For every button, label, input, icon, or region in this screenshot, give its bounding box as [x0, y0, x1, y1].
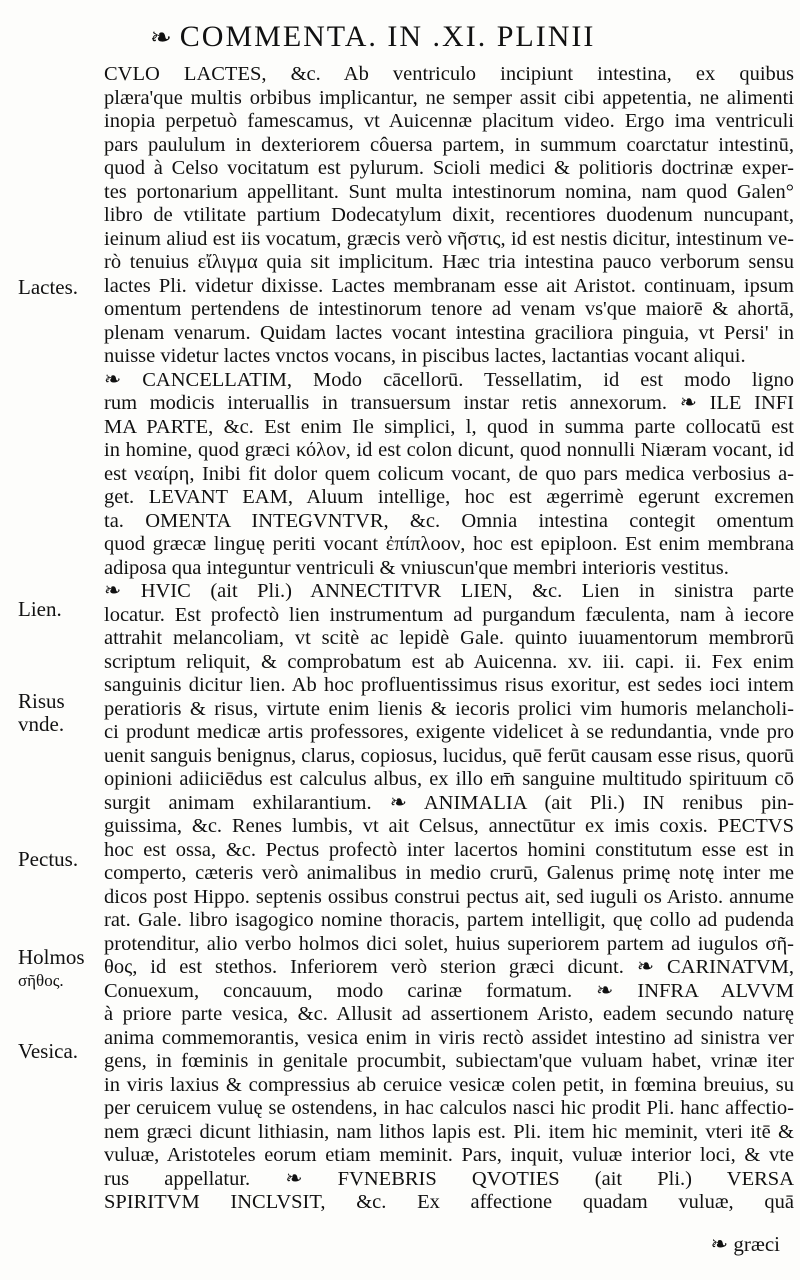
text-line: adiposa qua integuntur ventriculi & vniuscun'que membri interioris vestitus. [104, 556, 729, 579]
text-line: peratioris & risus, virtute enim lienis & iecoris prolici vim humoris melancholi- [104, 697, 794, 720]
text-line: pars paululum in dexteriorem côuersa partem, in summum coarctatur intestinū, [104, 133, 794, 156]
margin-note-risus [18, 690, 65, 736]
text-line: SPIRITVM INCLVSIT, &c. Ex affectione quadam vuluæ, quā [104, 1191, 794, 1213]
text-line: sanguinis dicitur lien. Ab hoc profluentissimus risus exoritur, est sedes ioci intem [104, 674, 794, 696]
catchword: ❧ græci [710, 1232, 780, 1256]
text-line: get. LEVANT EAM, Aluum intellige, hoc est ægerrimè egerunt excremen [104, 486, 794, 508]
text-line: ta. OMENTA INTEGVNTVR, &c. Omnia intestina contegit omentum [104, 509, 794, 532]
text-line: guissima, &c. Renes lumbis, vt ait Celsus, annectūtur ex imis coxis. PECTVS [104, 815, 794, 837]
text-line: nem græci dicunt lithiasin, nam lithos lapis est. Pli. item hic meminit, vteri itē & [104, 1120, 794, 1143]
text-line: scriptum reliquit, & comprobatum est ab Auicenna. xv. iii. capi. ii. Fex enim [104, 650, 794, 673]
margin-note-pectus: Pectus. [18, 847, 79, 871]
margin-note-holmos-line2: σῆθος. [18, 971, 64, 990]
text-line: rò tenuius εἴλιγμα quia sit implicitum. Hæc tria intestina pauco verborum sensu [104, 251, 794, 273]
text-line: uenit sanguis benignus, clarus, copiosus, lucidus, quē ferūt causam esse risus, quorū [104, 744, 794, 767]
text-line: in homine, quod græci κόλον, id est colon dicunt, quod nonnulli Niæram vocant, id [104, 439, 794, 461]
text-line: attrahit melancoliam, vt scitè ac lepidè Gale. quinto iuuamentorum membrorū [104, 627, 794, 649]
fleuron-icon: ❧ [150, 23, 174, 52]
text-line: CVLO LACTES, &c. Ab ventriculo incipiunt intestina, ex quibus [104, 63, 794, 85]
header-title: COMMENTA. IN .XI. PLINII [179, 20, 596, 53]
text-line: tes portonarium appellitant. Sunt multa intestinorum nomina, nam quod Galen° [104, 180, 794, 203]
text-line: ci produnt medicæ artis professores, exigente videlicet à se redundantia, vnde pro [104, 721, 794, 743]
text-line: hoc est ossa, &c. Pectus profectò inter lacertos homini constitutum esse est in [104, 838, 794, 861]
text-line: comperto, cæteris verò animalibus in medio crurū, Galenus primę notę inter me [104, 862, 794, 884]
text-line: θος, id est stethos. Inferiorem verò sterion græci dicunt. ❧ CARINATVM, [104, 956, 794, 978]
text-line: protenditur, alio verbo holmos dici solet, huius superiorem partem ad iugulos σῆ- [104, 932, 794, 955]
text-line: ❧ HVIC (ait Pli.) ANNECTITVR LIEN, &c. Lien in sinistra parte [104, 580, 794, 602]
text-line: ieinum aliud est iis vocatum, græcis verò νῆστις, id est nestis dicitur, intestinum ve- [104, 227, 794, 250]
margin-note-lien: Lien. [18, 597, 62, 621]
text-line: opinioni adiiciēdus est calculus albus, ex illo em̄ sanguine multitudo spirituum cō [104, 768, 794, 790]
margin-notes [0, 0, 100, 1280]
text-line: libro de vtilitate partium Dodecatylum dixit, recentiores duodenum nuncupant, [104, 204, 794, 226]
text-line: quod græcæ linguę periti vocant ἐπίπλοον, hoc est epiploon. Est enim membrana [104, 533, 794, 555]
text-line: surgit animam exhilarantium. ❧ ANIMALIA (ait Pli.) IN renibus pin- [104, 791, 794, 814]
text-line: inopia perpetuò famescamus, vt Auicennæ placitum video. Ergo ima ventriculi [104, 110, 794, 132]
text-line: anima commemorantis, vesica enim in viris rectò assidet intestino ad sinistra ver [104, 1026, 794, 1049]
text-line: plenam venarum. Quidam lactes vocant intestina graciliora pinguia, vt Persi' in [104, 321, 794, 344]
text-line: vuluæ, Aristoteles eorum etiam meminit. Pars, inquit, vuluæ interior loci, & vte [104, 1144, 794, 1166]
text-line: MA PARTE, &c. Est enim Ile simplici, l, quod in summa parte collocatū est [104, 415, 794, 438]
text-line: plæra'que multis orbibus implicantur, ne semper assit cibi appetentia, ne alimenti [104, 86, 794, 109]
margin-note-lactes: Lactes. [18, 275, 79, 299]
margin-note-holmos-line1: Holmos [18, 945, 85, 969]
text-line: lactes Pli. videtur dixisse. Lactes membranam esse ait Aristot. continuam, ipsum [104, 274, 794, 297]
text-line: à priore parte vesica, &c. Allusit ad assertionem Aristo, eadem secundo naturę [104, 1003, 794, 1025]
text-line: in viris laxius & compressius ab ceruice vesicæ colen petit, in fœmina breuius, su [104, 1073, 794, 1096]
text-line: rum modicis interuallis in transuersum instar retis annexorum. ❧ ILE INFI [104, 392, 794, 414]
text-line: dicos post Hippo. septenis ossibus construi pectus ait, sed iuguli os Aristo. annume [104, 885, 794, 908]
text-line: ❧ CANCELLATIM, Modo cācellorū. Tessellatim, id est modo ligno [104, 368, 794, 391]
margin-note-risus-line1: Risus [18, 689, 65, 713]
margin-note-risus-line2: vnde. [18, 712, 65, 736]
margin-note-vesica: Vesica. [18, 1039, 79, 1063]
running-header [150, 20, 770, 56]
margin-note-holmos [18, 946, 85, 992]
text-line: nuisse videtur lactes vnctos vocans, in piscibus lactes, lactantias vocant aliqui. [104, 345, 746, 367]
text-line: Conuexum, concauum, modo carinæ formatum. ❧ INFRA ALVVM [104, 979, 794, 1002]
text-line: gens, in fœminis in genitale procumbit, subiectam'que vuluam habet, vrinæ iter [104, 1050, 794, 1072]
text-line: rus appellatur. ❧ FVNEBRIS QVOTIES (ait Pli.) VERSA [104, 1167, 794, 1190]
text-line: quod à Celso vocitatum est pylurum. Scioli medici & politioris doctrinæ exper- [104, 157, 794, 179]
text-line: locatur. Est profectò lien instrumentum ad purgandum fæculenta, nam à iecore [104, 603, 794, 626]
text-line: est νεαίρη, Inibi fit dolor quem colicum vocant, de quo pars medica verbosius a- [104, 462, 794, 485]
commentary-body [104, 63, 794, 1238]
text-line: per ceruicem vuluę se ostendens, in hac calculos nasci hic prodit Pli. hanc affectio- [104, 1097, 794, 1119]
text-line: rat. Gale. libro isagogico nomine thoracis, partem intelligit, quę collo ad pudenda [104, 909, 794, 931]
text-line: omentum pertendens de intestinorum tenore ad venam vs'que maiorē & ahortā, [104, 298, 794, 320]
